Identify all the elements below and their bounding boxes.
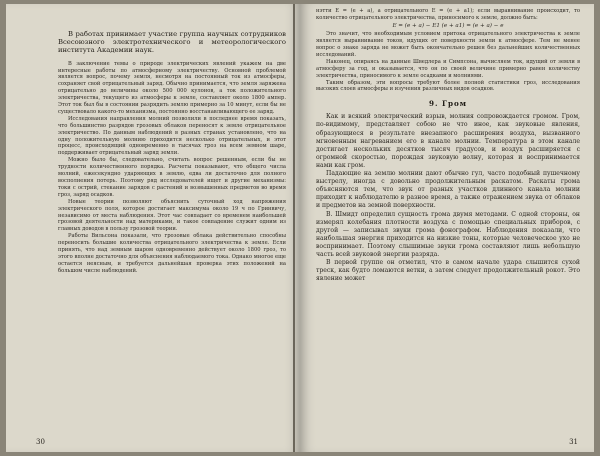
- paragraph: нэтти E = (e + a), а отрицательного E = (e + a1); если выравнивание происходит, то количество отрицательного электричества, приносимого к земле, должно быть:: [316, 8, 580, 21]
- book-spread: [6, 4, 594, 452]
- section-body: [316, 113, 580, 283]
- paragraph: Это значит, что необходимым условием притока отрицательного электричества к земле является выравнивание токов, идущих от поверхности земли к атмосфере. Тем не менее вопрос о знаке заряда не может быть окончательно решен без дальнейших количественных исследований.: [316, 31, 580, 58]
- paragraph: Таким образом, эти вопросы требуют более полной статистики гроз, исследования высоких слоев атмосферы и изучения различных видов осадков.: [316, 79, 580, 93]
- paragraph: В первой группе он отметил, что в самом начале удара слышится сухой треск, как будто ломаются ветки, а затем следует продолжительный рокот. Это явление может: [316, 259, 580, 283]
- formula: E = (e + a) − E1 (e + a1) = (e + a) − e: [392, 22, 504, 29]
- paragraph: Как и всякий электрический взрыв, молния сопровождается громом. Гром, по-видимому, представляет собою не что иное, как звуковые явления, образующиеся в результате внезапного расширения воздуха, вызванного мгновенным нагреванием его в канале молнии. Температура в этом канале достигает нескольких десятков тысяч градусов, и воздух расширяется с огромной скоростью, порождая звуковую волну, которая и воспринимается нами как гром.: [316, 113, 580, 169]
- paragraph: Новые теории позволяют объяснить суточный ход напряжения электрического поля, которое достигает максимума около 19 ч по Гринвичу, независимо от места наблюдения. Этот час совпадает со временем наибольшей грозовой деятельности над материками, и такое совпадение служит одним из главных доводов в пользу грозовой теории.: [58, 198, 286, 233]
- paragraph: Исследования направления молний позволили в последнее время показать, что большинство разрядов грозовых облаков переносят к земле отрицательное электричество. По данным наблюдений в разных странах установлено, что на одну положительную молнию приходится несколько отрицательных, и этот процесс, происходящий одновременно в тысячах гроз на всем земном шаре, поддерживает отрицательный заряд земли.: [58, 115, 286, 157]
- paragraph: В заключение темы о природе электрических явлений укажем на две интересные работы по атмосферному электричеству. Основной проблемой является вопрос, почему земля, несмотря на постоянный ток из атмосферы, сохраняет свой отрицательный заряд. Обычно принимается, что земля заряжена отрицательно до величины около 500 000 кулонов, а ток положительного электричества, текущего из атмосферы к земле, составляет около 1800 ампер. Этот ток был бы в состоянии разрядить землю примерно за 10 минут, если бы не существовало какого-то механизма, постоянно восстанавливающего ее заряд.: [58, 60, 286, 115]
- paragraph: В. Шмидт определил сущность грома двумя методами. С одной стороны, он измерял колебания плотности воздуха с помощью специальных приборов, с другой — записывал звуки грома фонографом. Наблюдения показали, что наибольшая энергия приходится на низкие тоны, которые человеческое ухо не воспринимает. Поэтому слышимые звуки грома составляют лишь небольшую часть всей звуковой энергии разряда.: [316, 210, 580, 258]
- paragraph: Работы Вильсона показали, что грозовые облака действительно способны переносить большие количества отрицательного электричества к земле. Если принять, что над земным шаром одновременно действует около 1800 гроз, то этого вполне достаточно для объяснения наблюдаемого тока. Однако многое еще остается неясным, и требуется дальнейшая проверка этих положений на большом числе наблюдений.: [58, 233, 286, 274]
- paragraph: Наконец, опираясь на данные Шведлера и Симпсона, вычисляем ток, идущий от земли в атмосферу за год, и оказывается, что он по своей величине примерно равен количеству электричества, приносимого к земле осадками и молниями.: [316, 58, 580, 79]
- left-page: [6, 4, 300, 452]
- paragraph: Падающие на землю молнии дают обычно гул, часто подобный пушечному выстрелу, иногда с довольно продолжительным раскатом. Раскаты грома объясняются тем, что звук от разных участков длинного канала молнии приходит к наблюдателю в разное время, а также отражением звука от облаков и предметов на земной поверхности.: [316, 170, 580, 210]
- page-number-right: 31: [569, 438, 578, 446]
- section-heading: 9. Гром: [428, 99, 468, 109]
- right-page-body: [316, 8, 580, 93]
- paragraph: Можно было бы, следовательно, считать вопрос решенным, если бы не трудности количественного порядка. Расчеты показывают, что общего числа молний, ежесекундно ударяющих в землю, едва ли достаточно для полного восполнения потерь. Поэтому ряд исследователей ищет и другие механизмы: токи с острий, стекание зарядов с растений и возвышенных предметов во время гроз, заряд осадков.: [58, 157, 286, 198]
- book-gutter: [293, 4, 295, 452]
- left-page-body: [58, 61, 286, 275]
- page-number-left: 30: [36, 438, 45, 446]
- right-page: [300, 4, 594, 452]
- intro-paragraph: В работах принимает участие группа научных сотрудников Всесоюзного электротехнического и метеорологического института Академии наук.: [58, 30, 286, 55]
